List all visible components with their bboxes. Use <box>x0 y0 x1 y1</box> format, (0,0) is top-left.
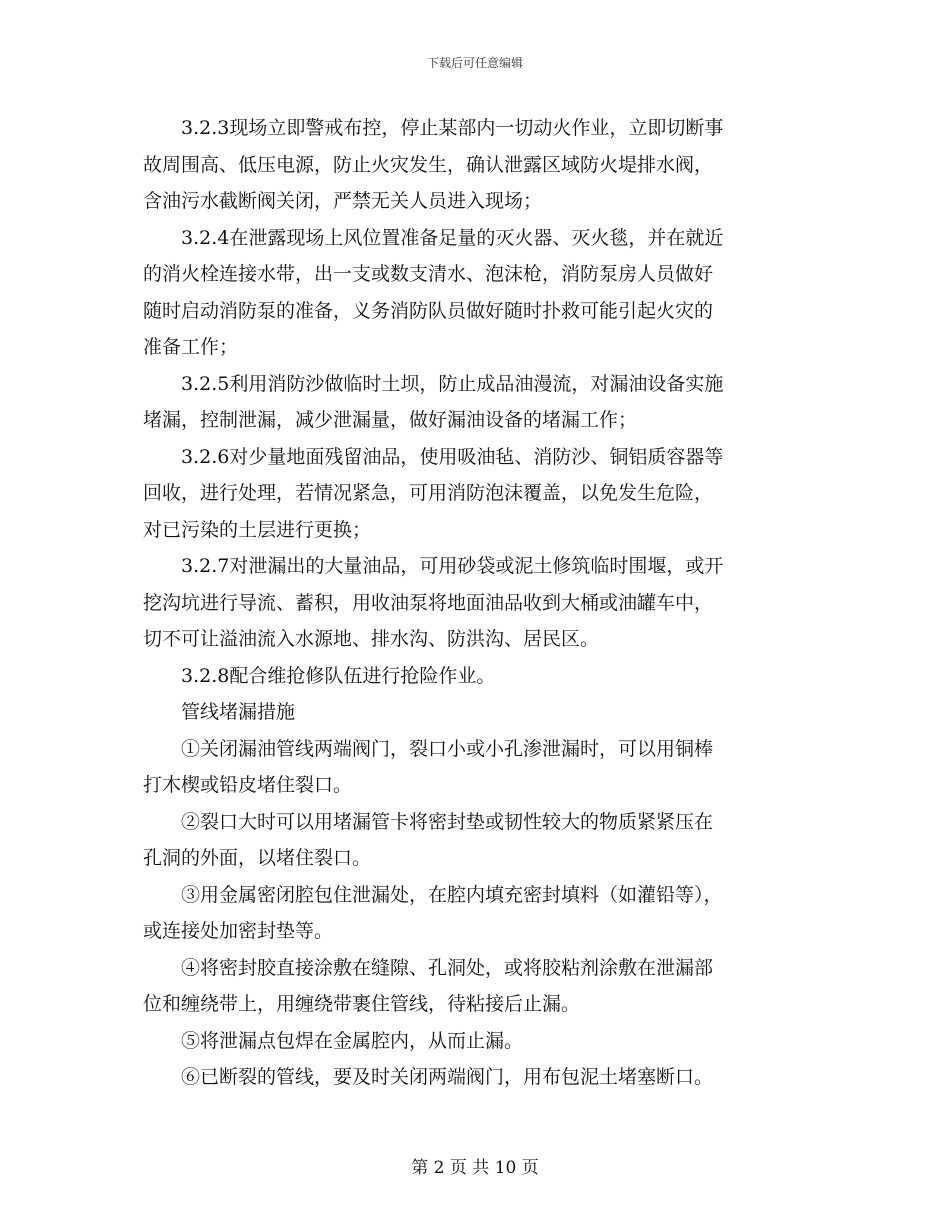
text-line: ④将密封胶直接涂敷在缝隙、孔洞处，或将胶粘剂涂敷在泄漏部 <box>143 956 714 979</box>
document-body <box>143 110 811 1096</box>
text-line: ⑤将泄漏点包焊在金属腔内，从而止漏。 <box>143 1029 524 1052</box>
text-line: 3.2.3现场立即警戒布控，停止某部内一切动火作业，立即切断事 <box>143 117 724 139</box>
paragraph <box>143 1023 811 1060</box>
text-line: 的消火栓连接水带，出一支或数支清水、泡沫枪，消防泵房人员做好 <box>143 263 714 285</box>
text-line: 切不可让溢油流入水源地、排水沟、防洪沟、居民区。 <box>143 628 600 650</box>
text-line: ①关闭漏油管线两端阀门，裂口小或小孔渗泄漏时，可以用铜棒 <box>143 737 714 760</box>
text-line: 孔洞的外面，以堵住裂口。 <box>143 847 372 869</box>
text-line: 打木楔或铅皮堵住裂口。 <box>143 774 353 796</box>
paragraph <box>143 548 811 658</box>
paragraph <box>143 1059 811 1096</box>
paragraph <box>143 877 811 950</box>
paragraph <box>143 658 811 695</box>
text-line: 准备工作； <box>143 336 239 358</box>
text-line: 对已污染的土层进行更换； <box>143 518 372 541</box>
paragraph <box>143 439 811 549</box>
text-line: 或连接处加密封垫等。 <box>143 920 334 942</box>
text-line: ③用金属密闭腔包住泄漏处，在腔内填充密封填料（如灌铅等）， <box>143 883 723 906</box>
text-line: 3.2.5利用消防沙做临时土坝，防止成品油漫流，对漏油设备实施 <box>143 372 724 395</box>
page-header: 下载后可任意编辑 <box>426 56 523 70</box>
text-line: 3.2.6对少量地面残留油品，使用吸油毡、消防沙、铜铝质容器等 <box>143 445 724 468</box>
paragraph <box>143 366 811 439</box>
paragraph <box>143 220 811 366</box>
text-line: 3.2.8配合维抢修队伍进行抢险作业。 <box>143 664 496 687</box>
text-line: 堵漏，控制泄漏，减少泄漏量，做好漏油设备的堵漏工作； <box>143 409 638 431</box>
paragraph <box>143 694 811 731</box>
text-line: 位和缠绕带上，用缠绕带裹住管线，待粘接后止漏。 <box>143 993 581 1015</box>
text-line: 3.2.4在泄露现场上风位置准备足量的灭火器、灭火毯，并在就近 <box>143 226 724 249</box>
text-line: 含油污水截断阀关闭，严禁无关人员进入现场； <box>143 190 543 212</box>
text-line: ⑥已断裂的管线，要及时关闭两端阀门，用布包泥土堵塞断口。 <box>143 1066 714 1088</box>
text-line: 故周围高、低压电源，防止火灾发生，确认泄露区域防火堤排水阀， <box>143 153 714 176</box>
paragraph <box>143 110 811 220</box>
text-line: 挖沟坑进行导流、蓄积，用收油泵将地面油品收到大桶或油罐车中， <box>143 591 714 614</box>
text-line: 管线堵漏措施 <box>143 701 296 723</box>
page-number-footer: 第 2 页 共 10 页 <box>411 1158 539 1178</box>
paragraph <box>143 804 811 877</box>
paragraph <box>143 731 811 804</box>
text-line: 回收，进行处理，若情况紧急，可用消防泡沫覆盖，以免发生危险， <box>143 482 714 504</box>
text-line: ②裂口大时可以用堵漏管卡将密封垫或韧性较大的物质紧紧压在 <box>143 810 714 833</box>
text-line: 随时启动消防泵的准备，义务消防队员做好随时扑救可能引起火灾的 <box>143 299 714 322</box>
text-line: 3.2.7对泄漏出的大量油品，可用砂袋或泥土修筑临时围堰，或开 <box>143 555 724 577</box>
paragraph <box>143 950 811 1023</box>
